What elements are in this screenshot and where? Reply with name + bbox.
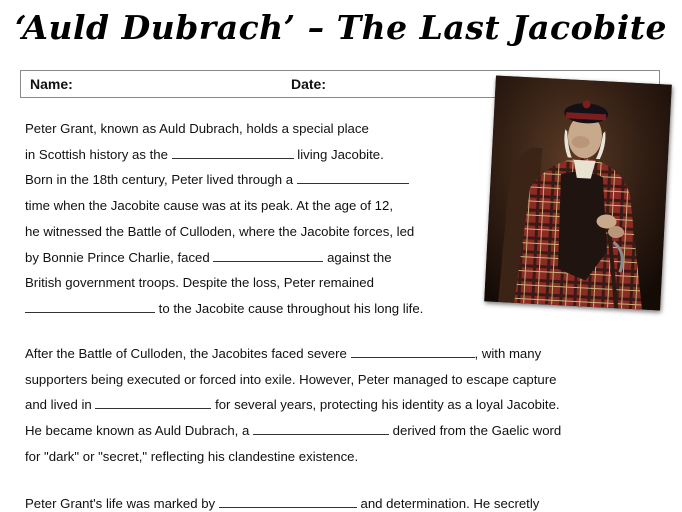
text-line	[25, 270, 423, 296]
line-text: for several years, protecting his identity as a loyal Jacobite.	[215, 397, 560, 413]
line-text: and determination. He secretly	[360, 496, 540, 511]
portrait-painting-icon	[484, 76, 672, 311]
answer-blank[interactable]	[219, 506, 357, 508]
line-text: time when the Jacobite cause was at its peak. At the age of 12,	[25, 198, 394, 214]
portrait-image	[484, 76, 672, 311]
text-line	[25, 367, 561, 393]
text-line	[25, 418, 561, 444]
line-text: he witnessed the Battle of Culloden, where the Jacobite forces, led	[25, 223, 415, 239]
text-line	[25, 219, 423, 245]
line-text: Peter Grant's life was marked by	[25, 496, 216, 511]
line-text: After the Battle of Culloden, the Jacobites faced severe	[25, 346, 347, 361]
text-line	[25, 392, 561, 418]
date-label: Date:	[291, 76, 327, 92]
answer-blank[interactable]	[351, 356, 475, 358]
text-line	[25, 167, 423, 193]
paragraph-3	[25, 491, 539, 512]
line-text: supporters being executed or forced into exile. However, Peter managed to escape capture	[25, 371, 557, 387]
answer-blank[interactable]	[213, 260, 323, 262]
answer-blank[interactable]	[95, 407, 211, 409]
line-text: derived from the Gaelic word	[392, 423, 562, 439]
text-line	[25, 142, 423, 168]
paragraph-1	[25, 116, 423, 322]
line-text: British government troops. Despite the loss, Peter remained	[25, 275, 374, 291]
line-text: living Jacobite.	[297, 146, 384, 162]
line-text: and lived in	[25, 397, 92, 413]
line-text: against the	[327, 249, 392, 265]
line-text: He became known as Auld Dubrach, a	[25, 423, 250, 439]
answer-blank[interactable]	[172, 157, 294, 159]
line-text: in Scottish history as the	[25, 146, 168, 162]
text-line	[25, 296, 423, 322]
line-text: to the Jacobite cause throughout his long life.	[158, 300, 424, 316]
answer-blank[interactable]	[25, 311, 155, 313]
text-line	[25, 341, 561, 367]
line-text: by Bonnie Prince Charlie, faced	[25, 249, 210, 265]
text-line	[25, 245, 423, 271]
paragraph-2	[25, 341, 561, 470]
line-text: Born in the 18th century, Peter lived through a	[25, 172, 294, 188]
text-line	[25, 491, 539, 512]
line-text: , with many	[474, 346, 542, 361]
text-line	[25, 193, 423, 219]
answer-blank[interactable]	[297, 182, 409, 184]
line-text: for "dark" or "secret," reflecting his clandestine existence.	[25, 448, 359, 464]
name-label: Name:	[30, 76, 73, 92]
answer-blank[interactable]	[253, 433, 389, 435]
text-line	[25, 116, 423, 142]
line-text: Peter Grant, known as Auld Dubrach, holds a special place	[25, 121, 369, 136]
page-title: ‘Auld Dubrach’ – The Last Jacobite	[14, 8, 668, 47]
text-line	[25, 444, 561, 470]
